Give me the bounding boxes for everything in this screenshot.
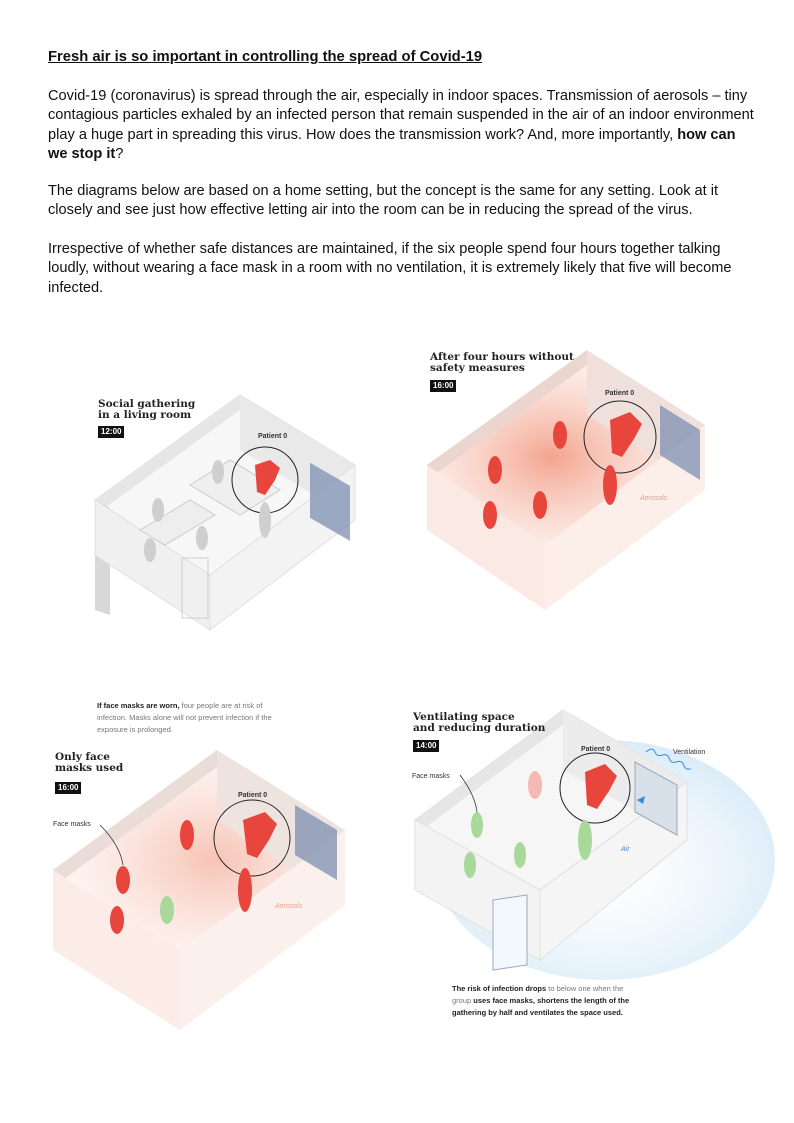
note-line2: infection. Masks alone will not prevent infection if the [97,713,272,722]
panel-title-line1: Ventilating space [413,711,515,723]
panel-title-line1: After four hours without [430,351,574,363]
caption-text-grey: group [452,996,474,1005]
diagram-social-gathering [80,380,380,630]
patient-zero-label: Patient 0 [605,390,635,397]
intro-paragraph [48,87,758,165]
aerosols-label: Aerosols [275,903,303,910]
panel-title-line2: in a living room [98,409,192,421]
time-badge: 12:00 [98,426,124,438]
diagram-only-face-masks [45,695,375,1040]
note-bold: If face masks are worn, [97,701,180,710]
panel-title-line1: Social gathering [98,398,196,410]
intro-end: ? [115,146,124,163]
intro-bold-text: how can we stop it [48,126,736,163]
caption-bold-3: gathering by half and ventilates the space used. [452,1008,623,1017]
time-badge: 16:00 [430,380,456,392]
time-badge: 14:00 [413,740,439,752]
time-badge: 16:00 [55,782,81,794]
ventilation-label: Ventilation [673,749,706,756]
patient-zero-label: Patient 0 [238,792,268,799]
panel-title [98,399,195,421]
patient-zero-label: Patient 0 [258,433,288,440]
note-line3: exposure is prolonged. [97,725,173,734]
caption-bold: The risk of infection drops [452,984,547,993]
panel-title-line2: masks used [55,762,124,774]
panel-title-line2: safety measures [430,362,525,374]
diagram-after-four-hours [415,340,715,620]
air-label: Air [621,846,630,853]
infection-paragraph: Irrespective of whether safe distances are maintained, if the six people spend four hours together talking loudly, without wearing a face mask in a room with no ventilation, it is extremely likely that five will become infected. [48,241,732,296]
panel-title [430,352,574,374]
document-title: Fresh air is so important in controlling the spread of Covid-19 [48,49,483,65]
note-text: four people are at risk of [179,701,263,710]
caption-bold-2: uses face masks, shortens the length of the [473,996,630,1005]
patient-zero-label: Patient 0 [581,746,611,753]
aerosols-label: Aerosols [640,495,668,502]
face-masks-label: Face masks [412,773,450,780]
panel-title-line1: Only face [55,751,110,763]
risk-caption [452,983,672,1019]
face-masks-label: Face masks [53,821,91,828]
panel-title-line2: and reducing duration [413,722,546,734]
panel-title [55,752,123,774]
diagrams-paragraph: The diagrams below are based on a home setting, but the concept is the same for any setting. Look at it closely and see just how effective letting air into the room can be in reducing the spread of the virus. [48,183,719,219]
room-illustration [415,340,715,620]
panel-title [413,712,545,734]
room-illustration [405,700,755,980]
intro-text: Covid-19 (coronavirus) is spread through the air, especially in indoor spaces. Transmission of aerosols – tiny contagious particles exhaled by an infected person that remain suspended in the air of an indoor environment play a huge part in spreading this virus. How does the transmission work? And, more importantly, [48,88,754,143]
room-illustration [45,695,375,1040]
caption-text: to below one when the [546,984,624,993]
diagram-ventilating-space [405,700,755,1025]
